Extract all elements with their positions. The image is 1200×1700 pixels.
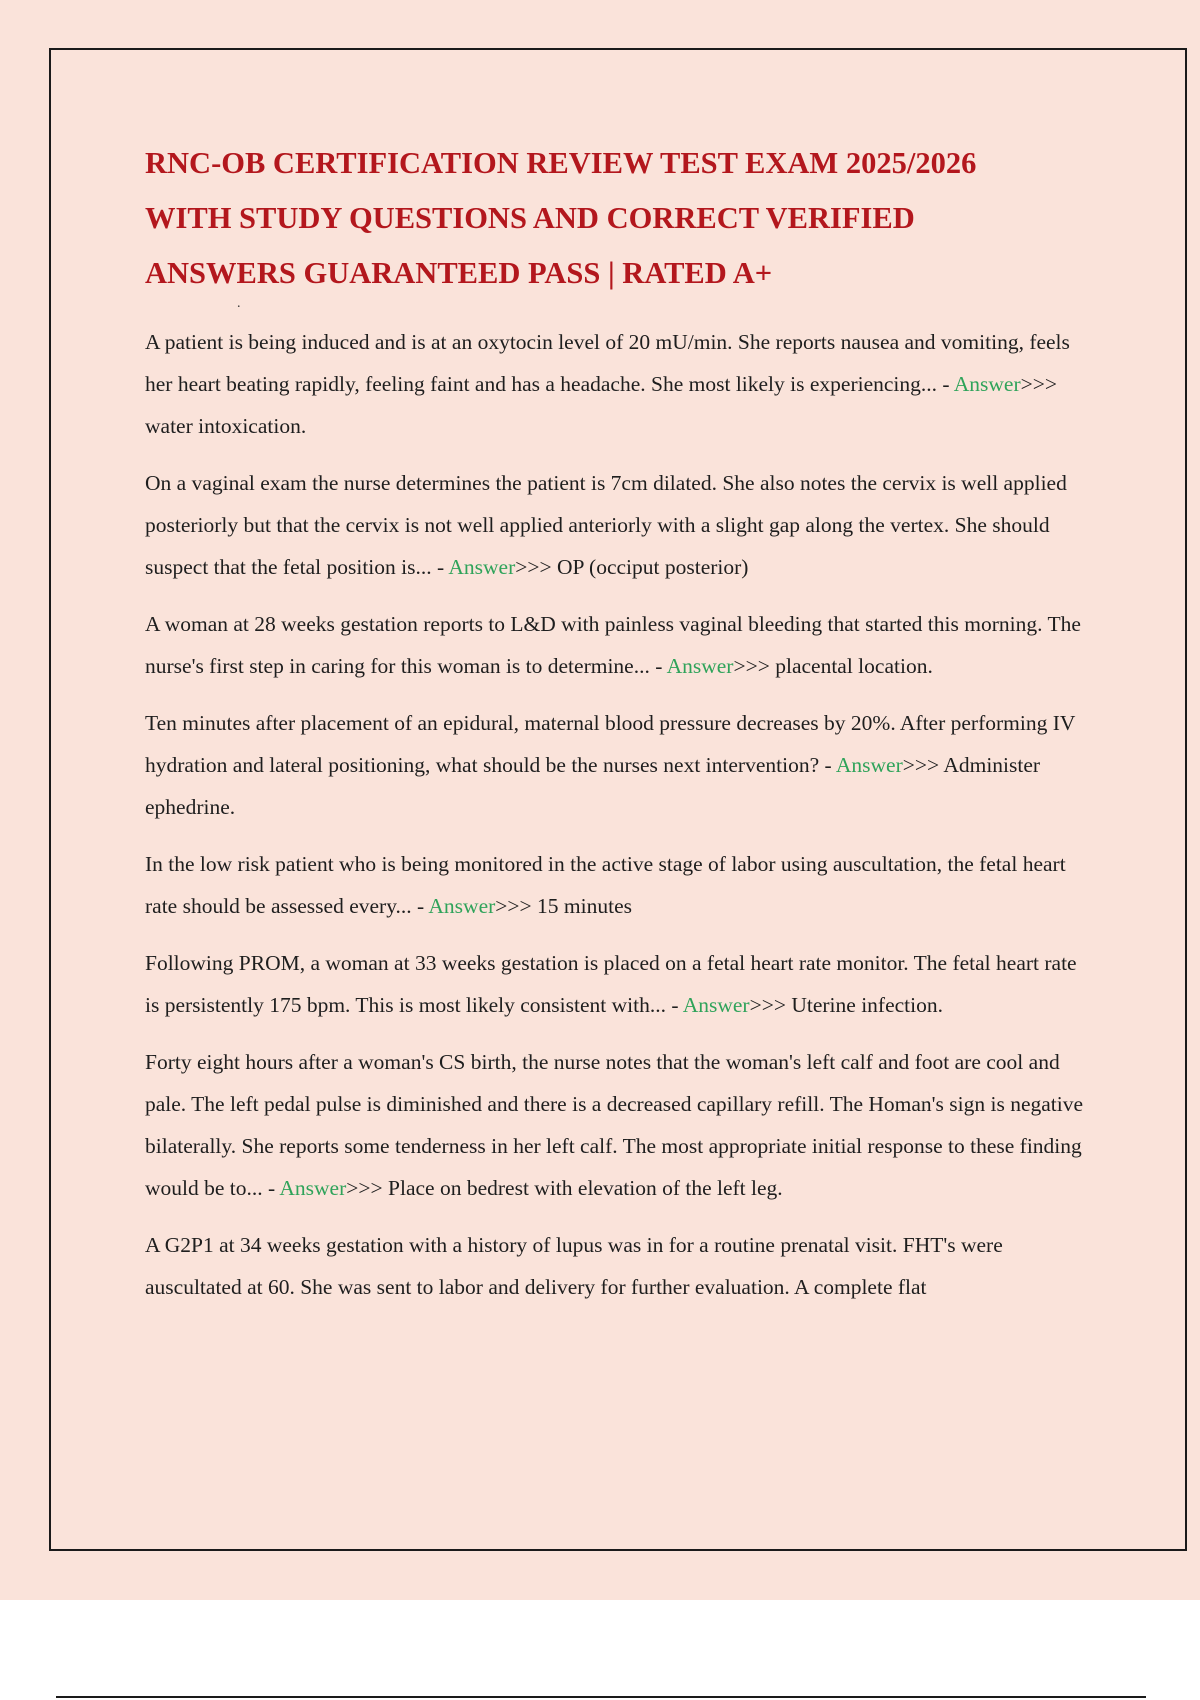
document-title	[145, 136, 1090, 301]
answer-label: Answer	[953, 372, 1021, 396]
qa-item	[145, 702, 1090, 828]
question-text: On a vaginal exam the nurse determines the patient is 7cm dilated. She also notes the cervix is well applied posteriorly but that the cervix is not well applied anteriorly with a slight gap along the vertex. She should suspect that the fetal position is...	[145, 471, 1067, 579]
qa-item	[145, 603, 1090, 687]
answer-arrows: >>>	[749, 993, 792, 1017]
dot-glyph: .	[237, 296, 241, 311]
question-text: Ten minutes after placement of an epidural, maternal blood pressure decreases by 20%. After performing IV hydration and lateral positioning, what should be the nurses next intervention?	[145, 711, 1076, 777]
answer-label: Answer	[279, 1176, 347, 1200]
separator: -	[937, 372, 954, 396]
answer-arrows: >>>	[515, 555, 557, 579]
answer-text: OP (occiput posterior)	[557, 555, 749, 579]
qa-item	[145, 321, 1090, 447]
answer-arrows: >>>	[902, 753, 944, 777]
answer-label: Answer	[666, 654, 734, 678]
qa-item	[145, 1041, 1090, 1209]
question-text: Following PROM, a woman at 33 weeks gestation is placed on a fetal heart rate monitor. The fetal heart rate is persistently 175 bpm. This is most likely consistent with...	[145, 951, 1077, 1017]
answer-arrows: >>>	[1020, 372, 1058, 396]
title-line: WITH STUDY QUESTIONS AND CORRECT VERIFIED	[145, 201, 915, 235]
qa-item-partial	[145, 1224, 1090, 1308]
answer-text: Uterine infection.	[791, 993, 943, 1017]
answer-label: Answer	[682, 993, 750, 1017]
answer-text: 15 minutes	[537, 894, 633, 918]
title-line: RNC-OB CERTIFICATION REVIEW TEST EXAM 2025/2026	[145, 146, 977, 180]
answer-arrows: >>>	[733, 654, 776, 678]
qa-item	[145, 843, 1090, 927]
separator: -	[262, 1176, 280, 1200]
title-dot-marker	[145, 296, 1090, 321]
answer-text: placental location.	[775, 654, 933, 678]
qa-item	[145, 462, 1090, 588]
separator: -	[411, 894, 429, 918]
question-text: Forty eight hours after a woman's CS birth, the nurse notes that the woman's left calf and foot are cool and pale. The left pedal pulse is diminished and there is a decreased capillary refill. The Homan's sign is negative bilaterally. She reports some tenderness in her left calf. The most appropriate initial response to these finding would be to...	[145, 1050, 1084, 1200]
separator: -	[665, 993, 683, 1017]
document-content	[145, 136, 1090, 1323]
answer-label: Answer	[428, 894, 496, 918]
title-line: ANSWERS GUARANTEED PASS | RATED A+	[145, 256, 773, 290]
answer-text: Administer ephedrine.	[145, 753, 1041, 819]
separator: -	[649, 654, 667, 678]
answer-arrows: >>>	[346, 1176, 389, 1200]
answer-arrows: >>>	[495, 894, 538, 918]
question-text: In the low risk patient who is being monitored in the active stage of labor using auscultation, the fetal heart rate should be assessed every...	[145, 852, 1066, 918]
qa-item	[145, 942, 1090, 1026]
answer-label: Answer	[835, 753, 903, 777]
question-text: A G2P1 at 34 weeks gestation with a history of lupus was in for a routine prenatal visit. FHT's were auscultated at 60. She was sent to labor and delivery for further evaluation. A complete flat	[145, 1233, 1003, 1299]
footer-divider	[56, 1696, 1146, 1698]
answer-label: Answer	[448, 555, 516, 579]
separator: -	[819, 753, 836, 777]
answer-text: Place on bedrest with elevation of the left leg.	[388, 1176, 783, 1200]
answer-text: water intoxication.	[145, 414, 307, 438]
question-text: A woman at 28 weeks gestation reports to L&D with painless vaginal bleeding that started this morning. The nurse's first step in caring for this woman is to determine...	[145, 612, 1081, 678]
separator: -	[431, 555, 449, 579]
question-text: A patient is being induced and is at an oxytocin level of 20 mU/min. She reports nausea and vomiting, feels her heart beating rapidly, feeling faint and has a headache. She most likely is experiencing...	[145, 330, 1070, 396]
